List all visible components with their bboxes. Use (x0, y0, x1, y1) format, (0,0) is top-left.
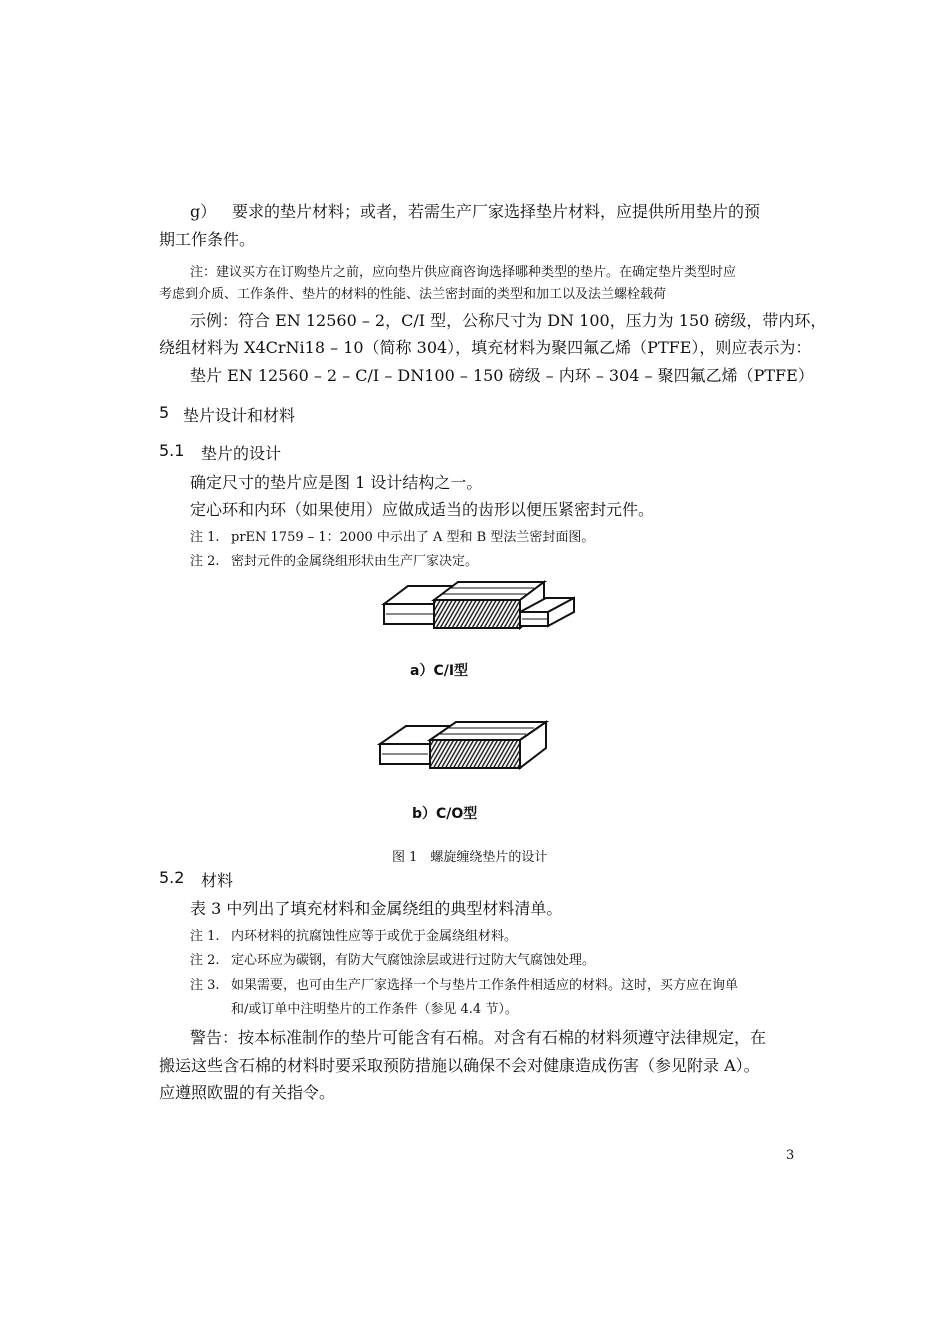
list-item-text: 期工作条件。 (159, 230, 256, 249)
example-designation: 垫片 EN 12560 – 2 – C/I – DN100 – 150 磅级 – 内环 – 304 – 聚四氟乙烯（PTFE） (190, 366, 814, 385)
note-text: prEN 1759 – 1：2000 中示出了 A 型和 B 型法兰密封面图。 (231, 530, 595, 545)
paragraph: 定心环和内环（如果使用）应做成适当的齿形以便压紧密封元件。 (190, 500, 655, 519)
gasket-ci-drawing (376, 578, 581, 638)
figure-subcaption: a）C/I型 (410, 663, 469, 679)
section-number: 5.1 (159, 441, 185, 460)
section-heading (159, 403, 296, 425)
section-title: 垫片的设计 (201, 444, 282, 463)
note-text: 如果需要，也可由生产厂家选择一个与垫片工作条件相适应的材料。这时，买方应在询单 (231, 978, 739, 993)
paragraph: 表 3 中列出了填充材料和金属绕组的典型材料清单。 (190, 899, 563, 918)
warning-text: 搬运这些含石棉的材料时要采取预防措施以确保不会对健康造成伤害（参见附录 A）。 (159, 1056, 760, 1075)
example-text: 示例：符合 EN 12560 – 2，C/I 型，公称尺寸为 DN 100，压力为 150 磅级，带内环， (190, 311, 827, 330)
note-text: 考虑到介质、工作条件、垫片的材料的性能、法兰密封面的类型和加工以及法兰螺栓载荷 (159, 287, 667, 302)
warning-text: 应遵照欧盟的有关指令。 (159, 1083, 336, 1102)
note-label: 注 1. (190, 530, 220, 545)
section-number: 5.2 (159, 868, 185, 887)
note-text: 和/或订单中注明垫片的工作条件（参见 4.4 节）。 (231, 1002, 518, 1017)
section-title: 材料 (201, 871, 234, 890)
example-text: 绕组材料为 X4CrNi18 – 10（简称 304），填充材料为聚四氟乙烯（PTFE），则应表示为： (159, 338, 812, 357)
note-text: 注：建议买方在订购垫片之前，应向垫片供应商咨询选择哪种类型的垫片。在确定垫片类型时应 (190, 265, 737, 280)
gasket-co-drawing (374, 710, 554, 772)
note-label: 注 1. (190, 929, 220, 944)
section-number: 5 (159, 403, 170, 422)
figure-caption: 图 1 螺旋缠绕垫片的设计 (392, 850, 548, 865)
note-label: 注 2. (190, 953, 220, 968)
note-label: 注 2. (190, 554, 220, 569)
warning-text: 警告：按本标准制作的垫片可能含有石棉。对含有石棉的材料须遵守法律规定，在 (190, 1028, 767, 1047)
paragraph: 确定尺寸的垫片应是图 1 设计结构之一。 (190, 473, 483, 492)
page-number: 3 (786, 1148, 795, 1163)
figure-subcaption: b）C/O型 (412, 806, 478, 822)
note-text: 内环材料的抗腐蚀性应等于或优于金属绕组材料。 (231, 929, 518, 944)
note-text: 密封元件的金属绕组形状由生产厂家决定。 (231, 554, 479, 569)
subsection-heading (159, 868, 234, 890)
list-item-label: g） (190, 202, 217, 221)
section-title: 垫片设计和材料 (183, 406, 296, 425)
subsection-heading (159, 441, 282, 463)
note-label: 注 3. (190, 978, 220, 993)
note-text: 定心环应为碳钢，有防大气腐蚀涂层或进行过防大气腐蚀处理。 (231, 953, 596, 968)
list-item-text: 要求的垫片材料；或者，若需生产厂家选择垫片材料，应提供所用垫片的预 (232, 202, 761, 221)
